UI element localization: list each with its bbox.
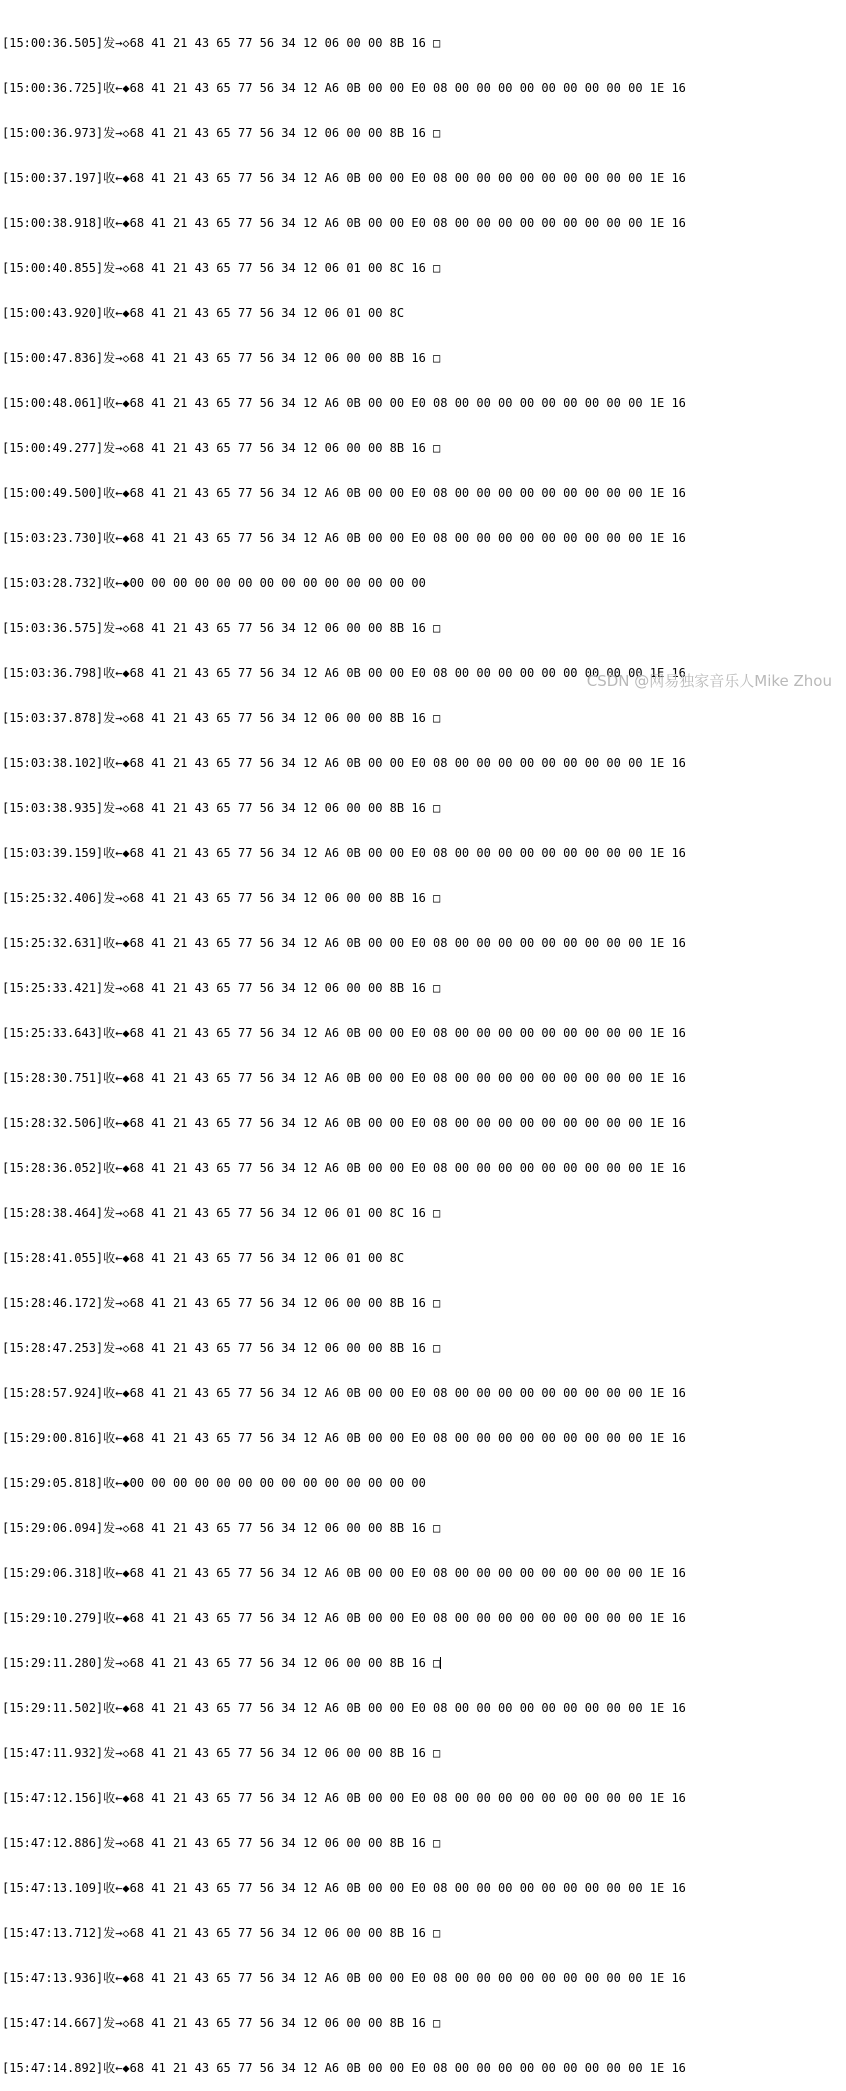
log-line: [15:00:49.500]收←◆68 41 21 43 65 77 56 34 12 A6 0B 00 00 E0 08 00 00 00 00 00 00 00 00 00 1E 16 bbox=[2, 486, 686, 500]
log-line-text: [15:29:11.280]发→◇68 41 21 43 65 77 56 34 12 06 00 00 8B 16 □ bbox=[2, 1656, 441, 1670]
log-line: [15:00:37.197]收←◆68 41 21 43 65 77 56 34 12 A6 0B 00 00 E0 08 00 00 00 00 00 00 00 00 00 1E 16 bbox=[2, 171, 686, 185]
log-line: [15:29:10.279]收←◆68 41 21 43 65 77 56 34 12 A6 0B 00 00 E0 08 00 00 00 00 00 00 00 00 00 1E 16 bbox=[2, 1611, 686, 1625]
log-line: [15:28:47.253]发→◇68 41 21 43 65 77 56 34 12 06 00 00 8B 16 □ bbox=[2, 1341, 441, 1355]
text-caret bbox=[440, 1657, 441, 1669]
log-line-with-caret bbox=[2, 1656, 686, 1671]
csdn-watermark: CSDN @网易独家音乐人Mike Zhou bbox=[586, 672, 832, 690]
log-line: [15:29:00.816]收←◆68 41 21 43 65 77 56 34 12 A6 0B 00 00 E0 08 00 00 00 00 00 00 00 00 00 1E 16 bbox=[2, 1431, 686, 1445]
serial-log-textarea[interactable] bbox=[2, 6, 686, 2091]
log-line: [15:47:13.109]收←◆68 41 21 43 65 77 56 34 12 A6 0B 00 00 E0 08 00 00 00 00 00 00 00 00 00 1E 16 bbox=[2, 1881, 686, 1895]
log-line: [15:00:40.855]发→◇68 41 21 43 65 77 56 34 12 06 01 00 8C 16 □ bbox=[2, 261, 441, 275]
log-line: [15:47:14.667]发→◇68 41 21 43 65 77 56 34 12 06 00 00 8B 16 □ bbox=[2, 2016, 441, 2030]
log-line: [15:25:32.406]发→◇68 41 21 43 65 77 56 34 12 06 00 00 8B 16 □ bbox=[2, 891, 441, 905]
log-line: [15:00:36.505]发→◇68 41 21 43 65 77 56 34 12 06 00 00 8B 16 □ bbox=[2, 36, 441, 50]
log-line: [15:28:57.924]收←◆68 41 21 43 65 77 56 34 12 A6 0B 00 00 E0 08 00 00 00 00 00 00 00 00 00 1E 16 bbox=[2, 1386, 686, 1400]
log-line: [15:47:14.892]收←◆68 41 21 43 65 77 56 34 12 A6 0B 00 00 E0 08 00 00 00 00 00 00 00 00 00 1E 16 bbox=[2, 2061, 686, 2075]
log-line: [15:03:39.159]收←◆68 41 21 43 65 77 56 34 12 A6 0B 00 00 E0 08 00 00 00 00 00 00 00 00 00 1E 16 bbox=[2, 846, 686, 860]
log-line: [15:00:38.918]收←◆68 41 21 43 65 77 56 34 12 A6 0B 00 00 E0 08 00 00 00 00 00 00 00 00 00 1E 16 bbox=[2, 216, 686, 230]
log-line: [15:47:12.156]收←◆68 41 21 43 65 77 56 34 12 A6 0B 00 00 E0 08 00 00 00 00 00 00 00 00 00 1E 16 bbox=[2, 1791, 686, 1805]
log-line: [15:28:38.464]发→◇68 41 21 43 65 77 56 34 12 06 01 00 8C 16 □ bbox=[2, 1206, 441, 1220]
log-line: [15:47:12.886]发→◇68 41 21 43 65 77 56 34 12 06 00 00 8B 16 □ bbox=[2, 1836, 441, 1850]
log-line: [15:29:06.094]发→◇68 41 21 43 65 77 56 34 12 06 00 00 8B 16 □ bbox=[2, 1521, 441, 1535]
log-line: [15:25:33.421]发→◇68 41 21 43 65 77 56 34 12 06 00 00 8B 16 □ bbox=[2, 981, 441, 995]
log-line: [15:29:05.818]收←◆00 00 00 00 00 00 00 00 00 00 00 00 00 00 bbox=[2, 1476, 426, 1490]
log-line: [15:47:11.932]发→◇68 41 21 43 65 77 56 34 12 06 00 00 8B 16 □ bbox=[2, 1746, 441, 1760]
log-line: [15:47:13.712]发→◇68 41 21 43 65 77 56 34 12 06 00 00 8B 16 □ bbox=[2, 1926, 441, 1940]
log-line: [15:00:36.973]发→◇68 41 21 43 65 77 56 34 12 06 00 00 8B 16 □ bbox=[2, 126, 441, 140]
log-line: [15:47:13.936]收←◆68 41 21 43 65 77 56 34 12 A6 0B 00 00 E0 08 00 00 00 00 00 00 00 00 00 1E 16 bbox=[2, 1971, 686, 1985]
log-line: [15:03:38.935]发→◇68 41 21 43 65 77 56 34 12 06 00 00 8B 16 □ bbox=[2, 801, 441, 815]
log-line: [15:03:28.732]收←◆00 00 00 00 00 00 00 00 00 00 00 00 00 00 bbox=[2, 576, 426, 590]
log-line: [15:25:32.631]收←◆68 41 21 43 65 77 56 34 12 A6 0B 00 00 E0 08 00 00 00 00 00 00 00 00 00 1E 16 bbox=[2, 936, 686, 950]
log-line: [15:03:38.102]收←◆68 41 21 43 65 77 56 34 12 A6 0B 00 00 E0 08 00 00 00 00 00 00 00 00 00 1E 16 bbox=[2, 756, 686, 770]
log-line: [15:00:36.725]收←◆68 41 21 43 65 77 56 34 12 A6 0B 00 00 E0 08 00 00 00 00 00 00 00 00 00 1E 16 bbox=[2, 81, 686, 95]
log-line: [15:28:30.751]收←◆68 41 21 43 65 77 56 34 12 A6 0B 00 00 E0 08 00 00 00 00 00 00 00 00 00 1E 16 bbox=[2, 1071, 686, 1085]
log-line: [15:00:48.061]收←◆68 41 21 43 65 77 56 34 12 A6 0B 00 00 E0 08 00 00 00 00 00 00 00 00 00 1E 16 bbox=[2, 396, 686, 410]
log-line: [15:25:33.643]收←◆68 41 21 43 65 77 56 34 12 A6 0B 00 00 E0 08 00 00 00 00 00 00 00 00 00 1E 16 bbox=[2, 1026, 686, 1040]
log-line: [15:28:46.172]发→◇68 41 21 43 65 77 56 34 12 06 00 00 8B 16 □ bbox=[2, 1296, 441, 1310]
log-line: [15:00:47.836]发→◇68 41 21 43 65 77 56 34 12 06 00 00 8B 16 □ bbox=[2, 351, 441, 365]
log-line: [15:28:36.052]收←◆68 41 21 43 65 77 56 34 12 A6 0B 00 00 E0 08 00 00 00 00 00 00 00 00 00 1E 16 bbox=[2, 1161, 686, 1175]
log-line: [15:03:37.878]发→◇68 41 21 43 65 77 56 34 12 06 00 00 8B 16 □ bbox=[2, 711, 441, 725]
log-line: [15:28:32.506]收←◆68 41 21 43 65 77 56 34 12 A6 0B 00 00 E0 08 00 00 00 00 00 00 00 00 00 1E 16 bbox=[2, 1116, 686, 1130]
log-line: [15:00:49.277]发→◇68 41 21 43 65 77 56 34 12 06 00 00 8B 16 □ bbox=[2, 441, 441, 455]
log-line: [15:29:06.318]收←◆68 41 21 43 65 77 56 34 12 A6 0B 00 00 E0 08 00 00 00 00 00 00 00 00 00 1E 16 bbox=[2, 1566, 686, 1580]
log-line: [15:28:41.055]收←◆68 41 21 43 65 77 56 34 12 06 01 00 8C bbox=[2, 1251, 405, 1265]
log-line: [15:00:43.920]收←◆68 41 21 43 65 77 56 34 12 06 01 00 8C bbox=[2, 306, 405, 320]
log-line: [15:03:23.730]收←◆68 41 21 43 65 77 56 34 12 A6 0B 00 00 E0 08 00 00 00 00 00 00 00 00 00 1E 16 bbox=[2, 531, 686, 545]
log-line: [15:03:36.798]收←◆68 41 21 43 65 77 56 34 12 A6 0B 00 00 E0 08 00 00 00 00 00 00 00 00 00 1E 16 bbox=[2, 666, 686, 680]
log-line: [15:03:36.575]发→◇68 41 21 43 65 77 56 34 12 06 00 00 8B 16 □ bbox=[2, 621, 441, 635]
log-line: [15:29:11.502]收←◆68 41 21 43 65 77 56 34 12 A6 0B 00 00 E0 08 00 00 00 00 00 00 00 00 00 1E 16 bbox=[2, 1701, 686, 1715]
